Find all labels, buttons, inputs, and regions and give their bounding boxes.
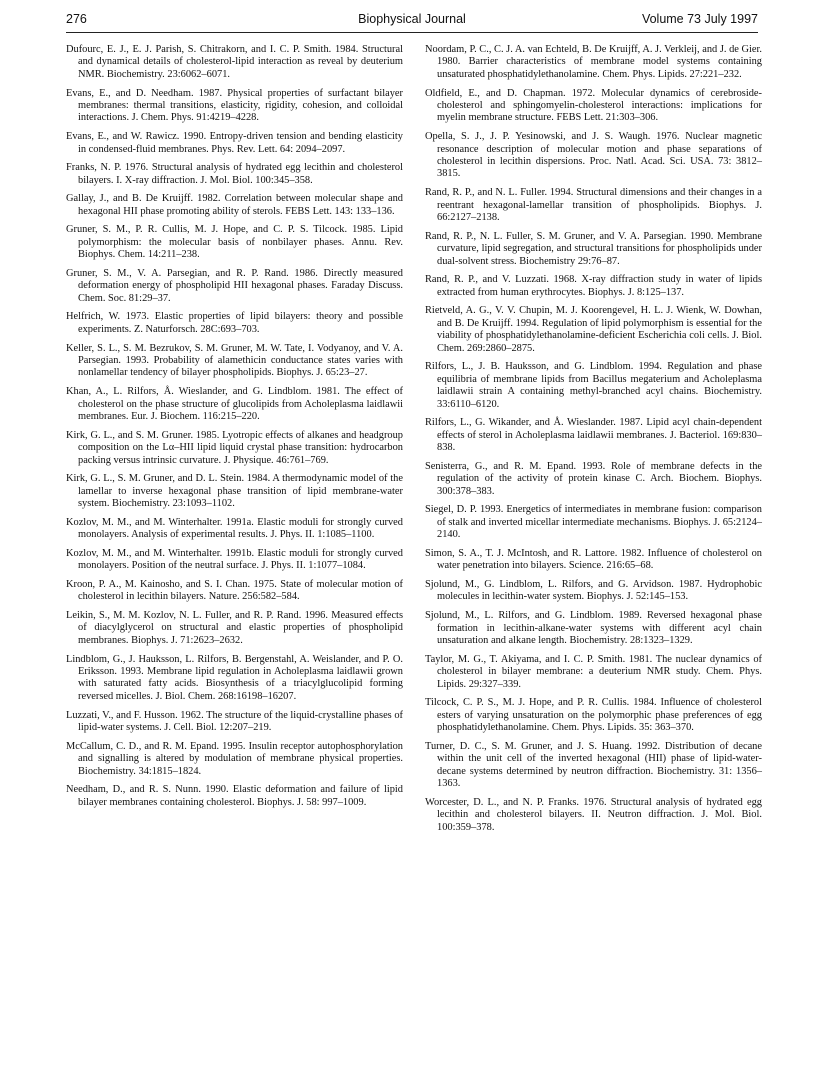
reference-entry: Rand, R. P., and V. Luzzati. 1968. X-ray diffraction study in water of lipids extracted from human erythrocytes. Biophys. J. 8:125–137. xyxy=(425,274,762,298)
reference-entry: Opella, S. J., J. P. Yesinowski, and J. S. Waugh. 1976. Nuclear magnetic resonance description of molecular motion and phase separations of cholesterol in lecithin dispersions. Proc. Natl. Acad. Sci. USA. 73: 3812–3815. xyxy=(425,131,762,180)
references-left-column xyxy=(66,44,403,815)
reference-entry: Taylor, M. G., T. Akiyama, and I. C. P. Smith. 1981. The nuclear dynamics of cholesterol in bilayer membrane: a deuterium NMR study. Chem. Phys. Lipids. 29:327–339. xyxy=(425,653,762,690)
reference-entry: Evans, E., and D. Needham. 1987. Physical properties of surfactant bilayer membranes: thermal transitions, elasticity, rigidity, cohesion, and colloidal interactions. J. Chem. Phys. 91:4219–4228. xyxy=(66,87,403,124)
reference-entry: Helfrich, W. 1973. Elastic properties of lipid bilayers: theory and possible experiments. Z. Naturforsch. 28C:693–703. xyxy=(66,311,403,335)
reference-entry: Rand, R. P., and N. L. Fuller. 1994. Structural dimensions and their changes in a reentrant hexagonal-lamellar transition of phospholipids. Biophys. J. 66:2127–2138. xyxy=(425,187,762,223)
running-header xyxy=(66,10,758,33)
reference-entry: Lindblom, G., J. Hauksson, L. Rilfors, B. Bergenstahl, A. Weislander, and P. O. Eriksson. 1993. Membrane lipid regulation in Acholeplasma laidlawii grown with saturated fatty acids. Biosynthesis of a triacylglucolipid forming reversed micelles. J. Biol. Chem. 268:16198–16207. xyxy=(66,653,403,702)
reference-entry: Kirk, G. L., S. M. Gruner, and D. L. Stein. 1984. A thermodynamic model of the lamellar to inverse hexagonal phase transition of lipid membrane-water system. Biochemistry. 23:1093–1102. xyxy=(66,473,403,510)
journal-title: Biophysical Journal xyxy=(358,12,466,26)
reference-entry: Turner, D. C., S. M. Gruner, and J. S. Huang. 1992. Distribution of decane within the unit cell of the inverted hexagonal (HII) phase of lipid-water-decane systems determined by neutron diffraction. Biochemistry. 31: 1356–1363. xyxy=(425,740,762,790)
reference-entry: Khan, A., L. Rilfors, Å. Wieslander, and G. Lindblom. 1981. The effect of cholesterol on the phase structure of glucolipids from Acholeplasma laidlawii membranes. Eur. J. Biochem. 116:215–220. xyxy=(66,386,403,423)
reference-entry: Kozlov, M. M., and M. Winterhalter. 1991b. Elastic moduli for strongly curved monolayers. Position of the neutral surface. J. Phys. II. 1:1077–1084. xyxy=(66,547,403,572)
reference-entry: Sjolund, M., L. Rilfors, and G. Lindblom. 1989. Reversed hexagonal phase formation in lecithin-alkane-water systems with different acyl chain unsaturation and alkane length. Biochemistry. 28:1323–1329. xyxy=(425,610,762,647)
reference-entry: Tilcock, C. P. S., M. J. Hope, and P. R. Cullis. 1984. Influence of cholesterol esters of varying unsaturation on the polymorphic phase preferences of egg phosphatidylethanolamine. Chem. Phys. Lipids. 35: 363–370. xyxy=(425,697,762,734)
reference-entry: Gruner, S. M., V. A. Parsegian, and R. P. Rand. 1986. Directly measured deformation energy of phospholipid HII hexagonal phases. Faraday Discuss. Chem. Soc. 81:29–37. xyxy=(66,267,403,304)
reference-entry: Simon, S. A., T. J. McIntosh, and R. Lattore. 1982. Influence of cholesterol on water penetration into bilayers. Science. 216:65–68. xyxy=(425,547,762,572)
reference-entry: Gallay, J., and B. De Kruijff. 1982. Correlation between molecular shape and hexagonal HII phase promoting ability of sterols. FEBS Lett. 143: 133–136. xyxy=(66,193,403,217)
reference-entry: Leikin, S., M. M. Kozlov, N. L. Fuller, and R. P. Rand. 1996. Measured effects of diacylglycerol on structural and elastic properties of phospholipid membranes. Biophys. J. 71:2623–2632. xyxy=(66,610,403,646)
reference-entry: Needham, D., and R. S. Nunn. 1990. Elastic deformation and failure of lipid bilayer membranes containing cholesterol. Biophys. J. 58: 997–1009. xyxy=(66,784,403,808)
reference-entry: Kozlov, M. M., and M. Winterhalter. 1991a. Elastic moduli for strongly curved monolayers. Analysis of experimental results. J. Phys. II. 1:1085–1100. xyxy=(66,516,403,541)
reference-entry: Keller, S. L., S. M. Bezrukov, S. M. Gruner, M. W. Tate, I. Vodyanoy, and V. A. Parsegian. 1993. Probability of alamethicin conductance states varies with nonlamellar tendency of bilayer phospholipids. Biophys. J. 65:23–27. xyxy=(66,342,403,379)
reference-entry: Worcester, D. L., and N. P. Franks. 1976. Structural analysis of hydrated egg lecithin and cholesterol bilayers. II. Neutron diffraction. J. Mol. Biol. 100:359–378. xyxy=(425,796,762,833)
reference-entry: Kroon, P. A., M. Kainosho, and S. I. Chan. 1975. State of molecular motion of cholesterol in lecithin bilayers. Nature. 256:582–584. xyxy=(66,578,403,603)
reference-entry: Oldfield, E., and D. Chapman. 1972. Molecular dynamics of cerebroside-cholesterol and sphingomyelin-cholesterol interactions: implications for myelin membrane structure. FEBS Lett. 21:303–306. xyxy=(425,87,762,124)
volume-date: Volume 73 July 1997 xyxy=(641,12,758,26)
reference-entry: Kirk, G. L., and S. M. Gruner. 1985. Lyotropic effects of alkanes and headgroup composition on the Lα–HII lipid liquid crystal phase transition: hydrocarbon packing versus intrinsic curvature. J. Physique. 46:761–769. xyxy=(66,429,403,466)
reference-entry: Rietveld, A. G., V. V. Chupin, M. J. Koorengevel, H. L. J. Wienk, W. Dowhan, and B. De Kruijff. 1994. Regulation of lipid polymorphism is essential for the viability of phosphatidylethanolamine-deficient Escherichia coli cells. J. Biol. Chem. 269:2860–2875. xyxy=(425,305,762,354)
page-number: 276 xyxy=(66,12,87,26)
reference-entry: Rilfors, L., G. Wikander, and Å. Wieslander. 1987. Lipid acyl chain-dependent effects of sterol in Acholeplasma laidlawii membranes. J. Bacteriol. 169:830–838. xyxy=(425,417,762,454)
reference-entry: Luzzati, V., and F. Husson. 1962. The structure of the liquid-crystalline phases of lipid-water systems. J. Cell. Biol. 12:207–219. xyxy=(66,709,403,734)
reference-entry: Siegel, D. P. 1993. Energetics of intermediates in membrane fusion: comparison of stalk and inverted micellar intermediate mechanisms. Biophys. J. 65:2124–2140. xyxy=(425,504,762,541)
reference-entry: Franks, N. P. 1976. Structural analysis of hydrated egg lecithin and cholesterol bilayers. I. X-ray diffraction. J. Mol. Biol. 100:345–358. xyxy=(66,162,403,186)
references-right-column xyxy=(425,44,762,840)
reference-entry: McCallum, C. D., and R. M. Epand. 1995. Insulin receptor autophosphorylation and signalling is altered by modulation of membrane physical properties. Biochemistry. 34:1815–1824. xyxy=(66,740,403,777)
reference-entry: Gruner, S. M., P. R. Cullis, M. J. Hope, and C. P. S. Tilcock. 1985. Lipid polymorphism: the molecular basis of nonbilayer phases. Annu. Rev. Biophys. Chem. 14:211–238. xyxy=(66,224,403,261)
reference-entry: Sjolund, M., G. Lindblom, L. Rilfors, and G. Arvidson. 1987. Hydrophobic molecules in lecithin-water system. Biophys. J. 52:145–153. xyxy=(425,579,762,603)
reference-entry: Dufourc, E. J., E. J. Parish, S. Chitrakorn, and I. C. P. Smith. 1984. Structural and dynamical details of cholesterol-lipid interaction as reveal by deuterium NMR. Biochemistry. 23:6062–6071. xyxy=(66,44,403,80)
reference-entry: Noordam, P. C., C. J. A. van Echteld, B. De Kruijff, A. J. Verkleij, and J. de Gier. 1980. Barrier characteristics of membrane model systems containing unsaturated phosphatidylethanolamine. Chem. Phys. Lipids. 27:221–232. xyxy=(425,44,762,80)
reference-entry: Evans, E., and W. Rawicz. 1990. Entropy-driven tension and bending elasticity in condensed-fluid membranes. Phys. Rev. Lett. 64: 2094–2097. xyxy=(66,131,403,155)
reference-entry: Rilfors, L., J. B. Hauksson, and G. Lindblom. 1994. Regulation and phase equilibria of membrane lipids from Bacillus megaterium and Acholeplasma laidlawii strain A containing methyl-branched acyl chains. Biochemistry. 33:6110–6120. xyxy=(425,361,762,410)
reference-entry: Senisterra, G., and R. M. Epand. 1993. Role of membrane defects in the regulation of the activity of protein kinase C. Arch. Biochem. Biophys. 300:378–383. xyxy=(425,460,762,497)
reference-entry: Rand, R. P., N. L. Fuller, S. M. Gruner, and V. A. Parsegian. 1990. Membrane curvature, lipid segregation, and structural transitions for phospholipids under dual-solvent stress. Biochemistry 29:76–87. xyxy=(425,230,762,267)
